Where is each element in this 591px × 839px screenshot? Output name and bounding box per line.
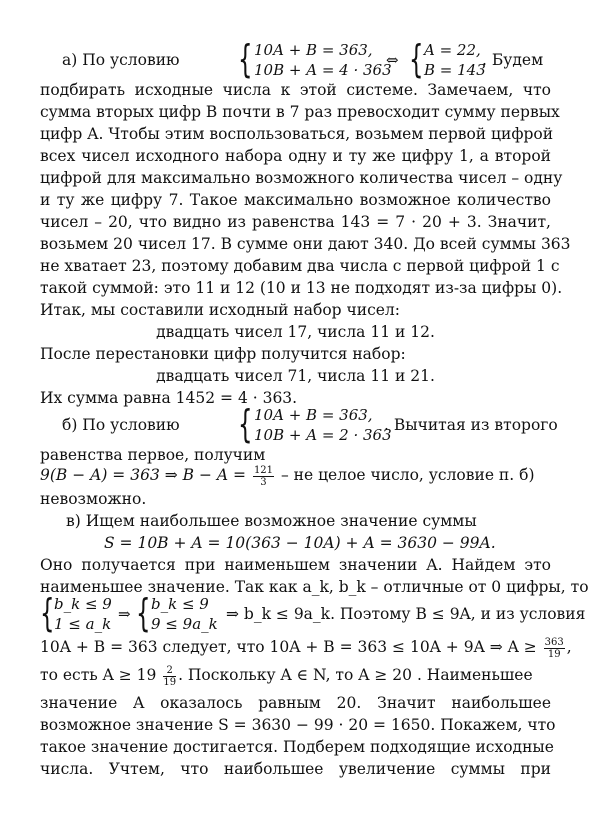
text-line: не хватает 23, поэтому добавим два числа с первой цифрой 1 с bbox=[40, 257, 560, 275]
text-line: невозможно. bbox=[40, 490, 147, 508]
text-line: такой суммой: это 11 и 12 (10 и 13 не подходят из-за цифры 0). bbox=[40, 279, 563, 297]
text-line: чисел – 20, что видно из равенства 143 = 7 · 20 + 3. Значит, bbox=[40, 213, 551, 231]
text-line: двадцать чисел 71, числа 11 и 21. bbox=[156, 367, 435, 385]
text-line: и ту же цифру 7. Такое максимально возможное количество bbox=[40, 191, 551, 209]
system-brace: { bbox=[238, 402, 253, 446]
system-row: 9 ≤ 9a_k bbox=[151, 615, 218, 633]
fraction bbox=[544, 637, 565, 660]
system-row: 10B + A = 2 · 363 bbox=[254, 426, 392, 444]
text-line: значение A оказалось равным 20. Значит наибольшее bbox=[40, 694, 551, 712]
system-row: 10A + B = 363, bbox=[254, 41, 373, 59]
system-row: B = 143 bbox=[424, 61, 486, 79]
part-a-line bbox=[0, 37, 591, 81]
system-brace: { bbox=[136, 591, 151, 635]
equivalence-symbol: ⇔ bbox=[386, 51, 399, 69]
fraction bbox=[163, 665, 176, 688]
text-line: возможное значение S = 3630 − 99 · 20 = 1650. Покажем, что bbox=[40, 716, 556, 734]
equation-text: 10A + B = 363 следует, что 10A + B = 363 ≤ 10A + 9A ⇒ A ≥ bbox=[40, 638, 537, 656]
text-line: цифрой для максимально возможного количества чисел – одну bbox=[40, 169, 563, 187]
fraction-denominator: 19 bbox=[547, 648, 561, 660]
text-line: наименьшее значение. Так как a_k, b_k – отличные от 0 цифры, то bbox=[40, 578, 589, 596]
equation-text: 9(B − A) = 363 ⇒ B − A = bbox=[40, 466, 246, 484]
system-row: b_k ≤ 9 bbox=[151, 595, 209, 613]
part-a-prefix: а) По условию bbox=[62, 51, 180, 69]
equation-text: . Поскольку A ∈ N, то A ≥ 20 . Наименьшее bbox=[178, 666, 533, 684]
equation-line bbox=[40, 664, 551, 692]
text-line: Итак, мы составили исходный набор чисел: bbox=[40, 301, 401, 319]
part-b-prefix: б) По условию bbox=[62, 416, 180, 434]
text-line: После перестановки цифр получится набор: bbox=[40, 345, 406, 363]
system-brace: { bbox=[238, 37, 253, 81]
equation-text: то есть A ≥ 19 bbox=[40, 666, 157, 684]
text-line: числа. Учтем, что наибольшее увеличение суммы при bbox=[40, 760, 551, 778]
text-line: всех чисел исходного набора одну и ту же цифру 1, а второй bbox=[40, 147, 551, 165]
text-line: Их сумма равна 1452 = 4 · 363. bbox=[40, 389, 298, 407]
equation-text: – не целое число, условие п. б) bbox=[280, 466, 535, 484]
fraction-numerator: 363 bbox=[544, 636, 564, 648]
text-line: сумма вторых цифр B почти в 7 раз превосходит сумму первых bbox=[40, 103, 560, 121]
fraction bbox=[253, 465, 274, 488]
text-line: в) Ищем наибольшее возможное значение суммы bbox=[66, 512, 477, 530]
system-row: A = 22, bbox=[424, 41, 481, 59]
part-a-suffix: . Будем bbox=[482, 51, 544, 69]
fraction-denominator: 3 bbox=[260, 476, 267, 488]
equation-line bbox=[40, 636, 572, 664]
equation-text: , bbox=[566, 638, 572, 656]
text-line: подбирать исходные числа к этой системе. Замечаем, что bbox=[40, 81, 551, 99]
fraction-numerator: 121 bbox=[253, 464, 274, 476]
text-line: такое значение достигается. Подберем подходящие исходные bbox=[40, 738, 554, 756]
system-row: 10B + A = 4 · 363 bbox=[254, 61, 392, 79]
text-line: равенства первое, получим bbox=[40, 446, 266, 464]
system-row: 1 ≤ a_k bbox=[54, 615, 112, 633]
part-b-line bbox=[0, 402, 591, 446]
system-brace: { bbox=[409, 37, 424, 81]
system-row: b_k ≤ 9 bbox=[54, 595, 112, 613]
system-row: 10A + B = 363, bbox=[254, 406, 373, 424]
fraction-numerator: 2 bbox=[163, 665, 176, 677]
part-b-suffix: . Вычитая из второго bbox=[384, 416, 558, 434]
part-c-systems-line bbox=[0, 591, 591, 635]
text-line: цифр A. Чтобы этим воспользоваться, возьмем первой цифрой bbox=[40, 125, 554, 143]
text-line: двадцать чисел 17, числа 11 и 12. bbox=[156, 323, 435, 341]
text-line: Оно получается при наименьшем значении A. Найдем это bbox=[40, 556, 551, 574]
text-line: возьмем 20 чисел 17. В сумме они дают 340. До всей суммы 363 bbox=[40, 235, 571, 253]
text-line: S = 10B + A = 10(363 − 10A) + A = 3630 − 99A. bbox=[104, 534, 496, 552]
implies-symbol: ⇒ bbox=[118, 605, 131, 623]
part-c-tail: ⇒ b_k ≤ 9a_k. Поэтому B ≤ 9A, и из условия bbox=[226, 605, 586, 623]
system-brace: { bbox=[40, 591, 55, 635]
fraction-denominator: 19 bbox=[163, 676, 177, 688]
